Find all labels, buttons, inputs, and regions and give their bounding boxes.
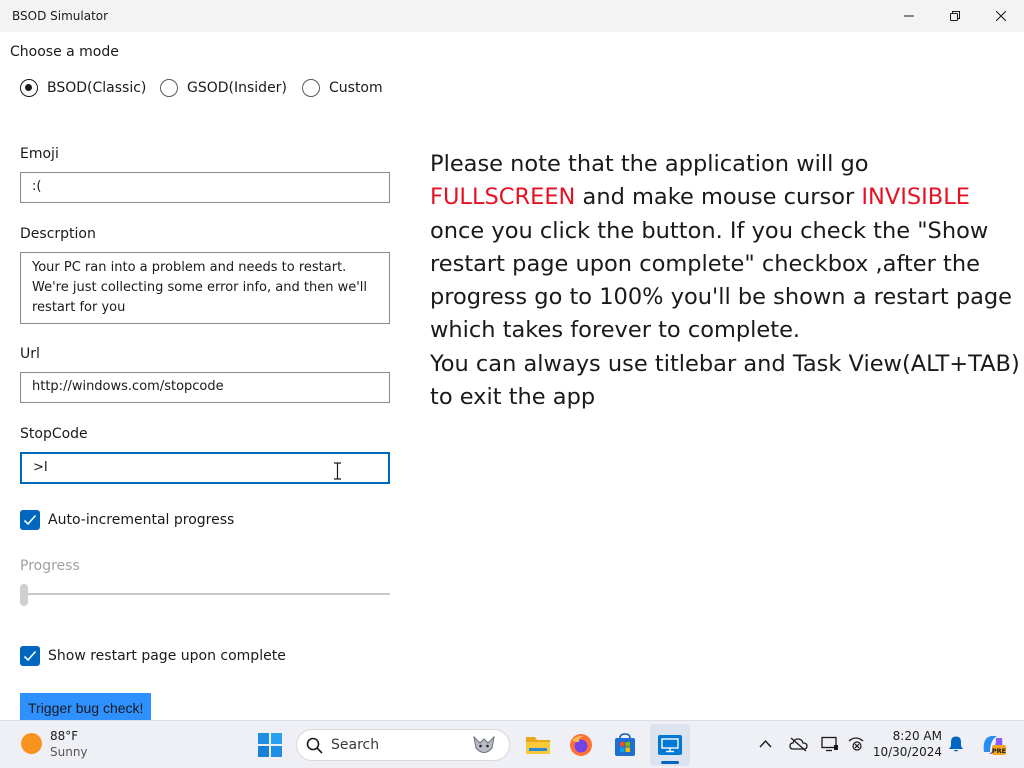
checkbox-checked-indicator [20,510,40,530]
description-label: Descrption [20,226,96,242]
url-label: Url [20,346,40,362]
store-icon[interactable] [612,732,638,758]
network-icon[interactable] [848,736,864,752]
description-line: We're just collecting some error info, and then we'll [32,280,368,295]
mode-label: Choose a mode [10,44,119,60]
taskbar [0,720,1024,768]
minimize-button[interactable] [886,0,932,32]
trigger-bug-check-button[interactable]: Trigger bug check! [20,693,151,720]
radio-gsod-insider[interactable] [160,77,287,99]
emoji-input[interactable] [20,172,390,203]
description-textarea[interactable] [20,252,390,324]
emoji-label: Emoji [20,146,59,162]
show-restart-checkbox[interactable] [20,645,286,667]
auto-progress-checkbox[interactable] [20,509,234,531]
radio-unchecked-indicator [160,79,178,97]
description-line: Your PC ran into a problem and needs to restart. [32,260,347,275]
minimize-icon [904,11,914,21]
checkbox-label: Auto-incremental progress [48,512,235,528]
clock-time[interactable]: 8:20 AM [892,729,942,743]
description-line: restart for you [32,300,126,315]
url-input[interactable] [20,372,390,403]
svg-text:PRE: PRE [991,747,1006,755]
note-line: once you click the button. If you check the "Show [430,217,989,244]
radio-label: GSOD(Insider) [187,80,287,96]
bsod-simulator-icon[interactable] [657,732,683,758]
weather-description[interactable]: Sunny [50,745,88,759]
stopcode-label: StopCode [20,426,88,442]
radio-checked-indicator [20,79,38,97]
note-line: restart page upon complete" checkbox ,after the [430,250,980,277]
progress-label: Progress [20,558,80,574]
stopcode-input-value: >I [33,460,48,475]
close-icon [996,11,1006,21]
note-highlight-fullscreen: FULLSCREEN [430,184,576,211]
weather-temperature[interactable]: 88°F [50,729,79,743]
radio-bsod-classic[interactable] [20,77,146,99]
checkbox-label: Show restart page upon complete [48,648,286,664]
title-bar[interactable] [0,0,1024,32]
display-icon[interactable] [821,736,839,752]
progress-slider-thumb[interactable] [20,584,28,606]
checkbox-checked-indicator [20,646,40,666]
close-button[interactable] [978,0,1024,32]
chevron-up-icon[interactable] [759,739,772,749]
note-line: progress go to 100% you'll be shown a restart page [430,284,1013,311]
clock-date[interactable]: 10/30/2024 [872,745,942,759]
radio-custom[interactable] [302,77,383,99]
taskbar-search-box[interactable] [296,729,510,761]
restore-icon [950,11,960,21]
copilot-icon[interactable] [980,732,1006,758]
radio-unchecked-indicator [302,79,320,97]
note-line: Please note that the application will go [430,151,869,177]
firefox-icon[interactable] [568,732,594,758]
active-app-indicator [661,761,679,764]
search-placeholder: Search [331,737,380,753]
url-input-value: http://windows.com/stopcode [32,379,224,394]
note-line [430,181,1010,214]
search-highlight-icon [471,734,497,758]
fullscreen-warning-note [430,148,1020,414]
radio-label: Custom [329,80,383,96]
onedrive-icon[interactable] [789,736,808,752]
checkmark-icon [23,514,37,526]
note-line: which takes forever to complete. [430,317,801,344]
note-line: to exit the app [430,384,596,411]
notification-bell-icon[interactable] [948,735,964,753]
start-icon[interactable] [257,732,283,758]
progress-slider-track[interactable] [20,593,390,595]
note-highlight-invisible: INVISIBLE [861,184,970,211]
ibeam-cursor-icon [333,462,342,480]
window-title: BSOD Simulator [12,9,109,23]
search-icon [306,737,323,754]
sun-icon[interactable] [21,733,42,754]
restore-button[interactable] [932,0,978,32]
note-text: and make mouse cursor [575,184,862,211]
emoji-input-value: :( [32,179,42,194]
note-line: You can always use titlebar and Task View(ALT+TAB) [430,350,1020,377]
file-explorer-icon[interactable] [525,732,551,758]
checkmark-icon [23,650,37,662]
radio-label: BSOD(Classic) [47,80,147,96]
